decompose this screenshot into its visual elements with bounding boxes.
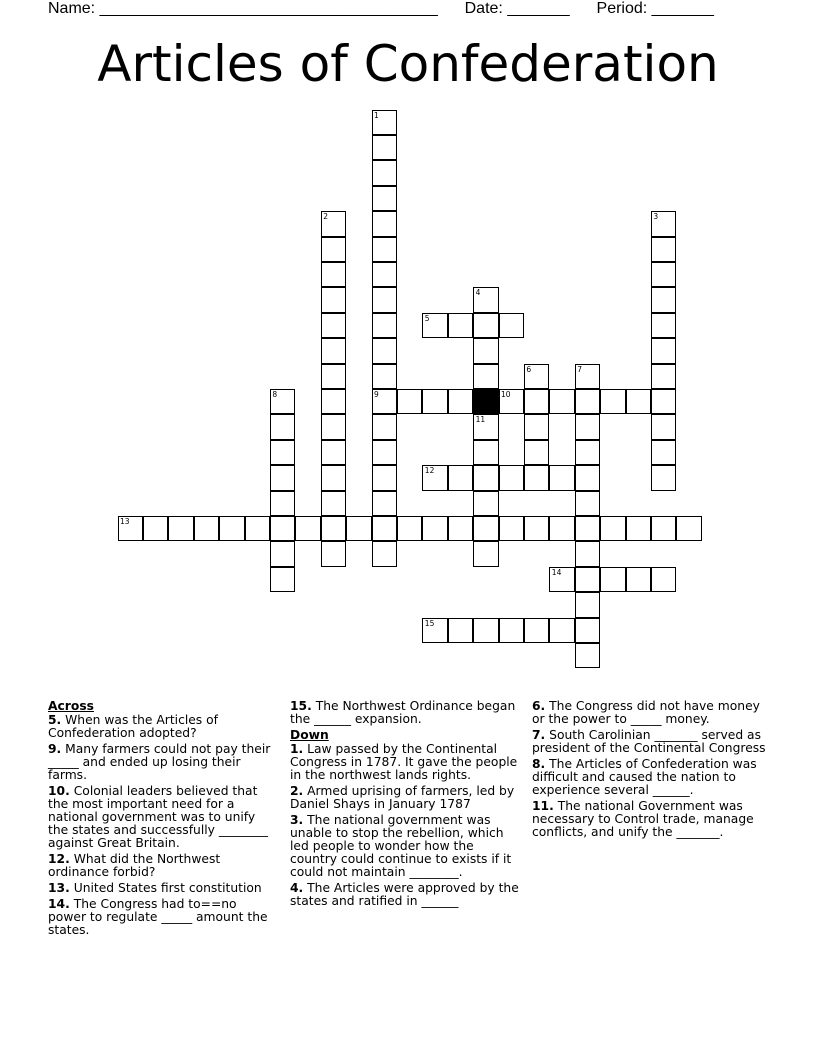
crossword-cell[interactable] bbox=[499, 465, 525, 491]
crossword-cell[interactable] bbox=[473, 618, 499, 644]
crossword-cell[interactable] bbox=[651, 567, 677, 593]
clue-down-2: 2. Armed uprising of farmers, led by Daniel Shays in January 1787 bbox=[290, 784, 515, 811]
crossword-cell[interactable] bbox=[575, 541, 601, 567]
crossword-cell[interactable] bbox=[270, 414, 296, 440]
crossword-cell[interactable] bbox=[676, 516, 702, 542]
crossword-cell[interactable] bbox=[473, 364, 499, 390]
crossword-cell[interactable] bbox=[245, 516, 271, 542]
crossword-cell[interactable] bbox=[626, 516, 652, 542]
clue-across-15: 15. The Northwest Ordinance began the ______ expansion. bbox=[290, 699, 516, 726]
period-field[interactable]: Period: _______ bbox=[596, 0, 714, 17]
crossword-cell[interactable] bbox=[321, 262, 347, 288]
crossword-cell[interactable] bbox=[499, 516, 525, 542]
crossword-cell[interactable] bbox=[321, 491, 347, 517]
clue-number-label: 7 bbox=[577, 364, 582, 374]
clue-down-11: 11. The national Government was necessary to Control trade, manage conflicts, and unify the _______. bbox=[532, 799, 754, 839]
crossword-cell[interactable] bbox=[422, 465, 448, 491]
crossword-cell[interactable] bbox=[549, 389, 575, 415]
clue-number-label: 11 bbox=[475, 415, 486, 425]
crossword-cell[interactable] bbox=[422, 313, 448, 339]
crossword-cell[interactable] bbox=[397, 389, 423, 415]
crossword-cell[interactable] bbox=[372, 313, 398, 339]
clue-number-label: 12 bbox=[424, 466, 435, 476]
clue-down-4: 4. The Articles were approved by the states and ratified in ______ bbox=[290, 881, 519, 908]
crossword-cell[interactable] bbox=[372, 440, 398, 466]
crossword-cell[interactable] bbox=[549, 465, 575, 491]
crossword-cell[interactable] bbox=[219, 516, 245, 542]
crossword-cell[interactable] bbox=[473, 541, 499, 567]
crossword-cell[interactable] bbox=[321, 211, 347, 237]
crossword-cell[interactable] bbox=[499, 389, 525, 415]
clue-number-label: 1 bbox=[374, 110, 379, 120]
clue-down-3: 3. The national government was unable to stop the rebellion, which led people to wonder how the country could continue to exists if it could not maintain ________. bbox=[290, 813, 512, 879]
crossword-cell[interactable] bbox=[448, 313, 474, 339]
clue-number-label: 5 bbox=[424, 313, 430, 323]
crossword-cell[interactable] bbox=[321, 287, 347, 313]
clue-number-label: 3 bbox=[653, 212, 659, 222]
crossword-cell[interactable] bbox=[651, 516, 677, 542]
clues-column-2 bbox=[290, 700, 522, 911]
crossword-cell[interactable] bbox=[651, 440, 677, 466]
crossword-cell[interactable] bbox=[575, 414, 601, 440]
crossword-cell[interactable] bbox=[270, 516, 296, 542]
crossword-cell[interactable] bbox=[499, 313, 525, 339]
crossword-cell[interactable] bbox=[295, 516, 321, 542]
crossword-cell[interactable] bbox=[372, 262, 398, 288]
clue-number-label: 14 bbox=[551, 567, 562, 577]
crossword-cell[interactable] bbox=[651, 237, 677, 263]
crossword-cell[interactable] bbox=[372, 186, 398, 212]
crossword-cell[interactable] bbox=[499, 618, 525, 644]
crossword-cell[interactable] bbox=[270, 491, 296, 517]
crossword-cell[interactable] bbox=[372, 237, 398, 263]
crossword-cell[interactable] bbox=[600, 567, 626, 593]
crossword-cell[interactable] bbox=[372, 541, 398, 567]
down-heading: Down bbox=[290, 728, 329, 742]
name-field[interactable]: Name: ______________________________________ bbox=[48, 0, 438, 17]
crossword-cell[interactable] bbox=[372, 287, 398, 313]
crossword-cell[interactable] bbox=[600, 516, 626, 542]
crossword-cell[interactable] bbox=[372, 389, 398, 415]
crossword-cell[interactable] bbox=[575, 516, 601, 542]
crossword-cell[interactable] bbox=[549, 567, 575, 593]
crossword-cell[interactable] bbox=[575, 643, 601, 669]
clue-number-label: 4 bbox=[475, 288, 481, 298]
crossword-cell[interactable] bbox=[448, 465, 474, 491]
crossword-cell[interactable] bbox=[651, 465, 677, 491]
clue-across-13: 13. United States first constitution bbox=[48, 881, 262, 895]
clue-across-5: 5. When was the Articles of Confederation adopted? bbox=[48, 713, 218, 740]
clue-down-8: 8. The Articles of Confederation was difficult and caused the nation to experience several ______. bbox=[532, 757, 757, 797]
crossword-cell[interactable] bbox=[270, 440, 296, 466]
crossword-cell[interactable] bbox=[448, 618, 474, 644]
clue-across-14: 14. The Congress had to==no power to regulate _____ amount the states. bbox=[48, 897, 268, 937]
crossword-cell[interactable] bbox=[549, 516, 575, 542]
clue-number-label: 15 bbox=[424, 618, 435, 628]
crossword-cell[interactable] bbox=[270, 567, 296, 593]
crossword-cell[interactable] bbox=[524, 364, 550, 390]
across-heading: Across bbox=[48, 699, 94, 713]
page-title: Articles of Confederation bbox=[97, 35, 719, 93]
crossword-cell[interactable] bbox=[524, 414, 550, 440]
crossword-cell[interactable] bbox=[575, 389, 601, 415]
crossword-cell[interactable] bbox=[651, 364, 677, 390]
crossword-cell[interactable] bbox=[194, 516, 220, 542]
clue-number-label: 2 bbox=[323, 212, 328, 222]
clue-number-label: 13 bbox=[120, 516, 130, 526]
crossword-cell[interactable] bbox=[321, 541, 347, 567]
crossword-cell[interactable] bbox=[651, 287, 677, 313]
crossword-cell[interactable] bbox=[549, 618, 575, 644]
crossword-cell[interactable] bbox=[575, 567, 601, 593]
crossword-cell[interactable] bbox=[143, 516, 169, 542]
clues-column-3 bbox=[532, 700, 768, 842]
clue-down-7: 7. South Carolinian _______ served as president of the Continental Congress bbox=[532, 728, 766, 755]
crossword-cell[interactable] bbox=[448, 389, 474, 415]
crossword-block-cell bbox=[473, 389, 499, 415]
crossword-cell[interactable] bbox=[473, 440, 499, 466]
crossword-cell[interactable] bbox=[321, 364, 347, 390]
clues-column-1 bbox=[48, 700, 274, 940]
crossword-cell[interactable] bbox=[473, 516, 499, 542]
crossword-cell[interactable] bbox=[626, 567, 652, 593]
crossword-cell[interactable] bbox=[321, 440, 347, 466]
clue-number-label: 10 bbox=[501, 389, 511, 399]
crossword-cell[interactable] bbox=[524, 440, 550, 466]
crossword-cell[interactable] bbox=[651, 414, 677, 440]
crossword-cell[interactable] bbox=[575, 440, 601, 466]
crossword-cell[interactable] bbox=[473, 287, 499, 313]
clue-number-label: 6 bbox=[526, 364, 532, 374]
crossword-cell[interactable] bbox=[473, 338, 499, 364]
crossword-cell[interactable] bbox=[651, 211, 677, 237]
clue-across-10: 10. Colonial leaders believed that the most important need for a national government was to unify the states and successfully ________ against Great Britain. bbox=[48, 784, 269, 850]
crossword-cell[interactable] bbox=[473, 465, 499, 491]
crossword-cell[interactable] bbox=[321, 389, 347, 415]
crossword-cell[interactable] bbox=[118, 516, 144, 542]
crossword-cell[interactable] bbox=[575, 364, 601, 390]
crossword-cell[interactable] bbox=[600, 389, 626, 415]
crossword-cell[interactable] bbox=[372, 110, 398, 136]
crossword-cell[interactable] bbox=[321, 313, 347, 339]
crossword-cell[interactable] bbox=[397, 516, 423, 542]
clue-down-1: 1. Law passed by the Continental Congress in 1787. It gave the people in the northwest lands rights. bbox=[290, 742, 518, 782]
clue-number-label: 8 bbox=[272, 389, 278, 399]
crossword-cell[interactable] bbox=[575, 465, 601, 491]
crossword-cell[interactable] bbox=[651, 262, 677, 288]
crossword-cell[interactable] bbox=[372, 211, 398, 237]
crossword-cell[interactable] bbox=[372, 491, 398, 517]
crossword-cell[interactable] bbox=[321, 465, 347, 491]
crossword-cell[interactable] bbox=[422, 618, 448, 644]
crossword-cell[interactable] bbox=[473, 491, 499, 517]
crossword-cell[interactable] bbox=[626, 389, 652, 415]
crossword-cell[interactable] bbox=[575, 592, 601, 618]
crossword-cell[interactable] bbox=[473, 313, 499, 339]
crossword-cell[interactable] bbox=[321, 516, 347, 542]
crossword-cell[interactable] bbox=[270, 465, 296, 491]
crossword-cell[interactable] bbox=[270, 389, 296, 415]
crossword-cell[interactable] bbox=[575, 618, 601, 644]
clue-across-9: 9. Many farmers could not pay their _____ and ended up losing their farms. bbox=[48, 742, 271, 782]
crossword-cell[interactable] bbox=[321, 414, 347, 440]
crossword-cell[interactable] bbox=[270, 541, 296, 567]
clue-number-label: 9 bbox=[374, 389, 379, 399]
crossword-cell[interactable] bbox=[372, 465, 398, 491]
crossword-cell[interactable] bbox=[372, 338, 398, 364]
crossword-cell[interactable] bbox=[372, 414, 398, 440]
crossword-cell[interactable] bbox=[372, 160, 398, 186]
crossword-cell[interactable] bbox=[372, 516, 398, 542]
crossword-cell[interactable] bbox=[168, 516, 194, 542]
crossword-cell[interactable] bbox=[473, 414, 499, 440]
crossword-cell[interactable] bbox=[524, 389, 550, 415]
crossword-cell[interactable] bbox=[422, 389, 448, 415]
crossword-cell[interactable] bbox=[448, 516, 474, 542]
crossword-cell[interactable] bbox=[651, 338, 677, 364]
crossword-cell[interactable] bbox=[346, 516, 372, 542]
clue-across-12: 12. What did the Northwest ordinance forbid? bbox=[48, 852, 221, 879]
crossword-cell[interactable] bbox=[575, 491, 601, 517]
crossword-cell[interactable] bbox=[651, 389, 677, 415]
crossword-cell[interactable] bbox=[372, 135, 398, 161]
crossword-cell[interactable] bbox=[524, 465, 550, 491]
crossword-cell[interactable] bbox=[372, 364, 398, 390]
crossword-cell[interactable] bbox=[524, 516, 550, 542]
clue-down-6: 6. The Congress did not have money or the power to _____ money. bbox=[532, 699, 760, 726]
crossword-cell[interactable] bbox=[651, 313, 677, 339]
crossword-cell[interactable] bbox=[524, 618, 550, 644]
date-field[interactable]: Date: _______ bbox=[464, 0, 570, 17]
crossword-cell[interactable] bbox=[422, 516, 448, 542]
crossword-cell[interactable] bbox=[321, 237, 347, 263]
crossword-cell[interactable] bbox=[321, 338, 347, 364]
